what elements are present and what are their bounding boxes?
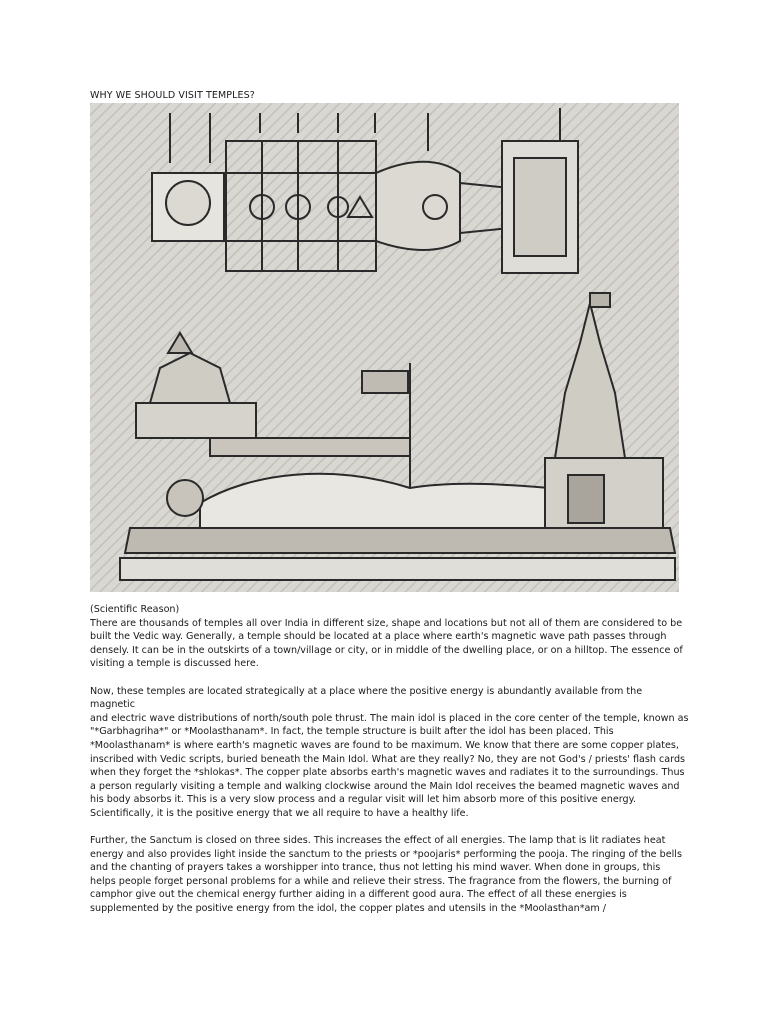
temple-diagram-svg (90, 103, 679, 592)
page-title: WHY WE SHOULD VISIT TEMPLES? (90, 90, 255, 101)
paragraph-3: Further, the Sanctum is closed on three sides. This increases the effect of all energies. The lamp that is lit radiates heat energy and also provides light inside the sanctum to the priests or *poojaris* performing the pooja. The ringing of the bells and the chanting of prayers takes a worshipper into trance, thus not letting his mind waver. When done in groups, this helps people forget personal problems for a while and relieve their stress. The fragrance from the flowers, the burning of camphor give out the chemical energy further aiding in a different good aura. The effect of all these energies is supplemented by the positive energy from the idol, the copper plates and utensils in the *Moolasthan*am / (90, 835, 682, 915)
scientific-reason-label: (Scientific Reason) (90, 604, 180, 615)
paragraph-1: There are thousands of temples all over India in different size, shape and locations but not all of them are considered to be built the Vedic way. Generally, a temple should be located at a place where earth's magnetic wave path passes through densely. It can be in the outskirts of a town/village or city, or in middle of the dwelling place, or on a hilltop. The essence of visiting a temple is discussed here. (90, 617, 683, 670)
temple-diagram-illustration (90, 103, 679, 592)
article-body (90, 603, 690, 929)
paragraph-2: Now, these temples are located strategically at a place where the positive energy is abundantly available from the magnetic and electric wave distributions of north/south pole thrust. The main idol is placed in the core center of the temple, known as "*Garbhagriha*" or *Moolasthanam*. In fact, the temple structure is built after the idol has been placed. This *Moolasthanam* is where earth's magnetic waves are found to be maximum. We know that there are some copper plates, inscribed with Vedic scripts, buried beneath the Main Idol. What are they really? No, they are not God's / priests' flash cards when they forget the *shlokas*. The copper plate absorbs earth's magnetic waves and radiates it to the surroundings. Thus a person regularly visiting a temple and walking clockwise around the Main Idol receives the beamed magnetic waves and his body absorbs it. This is a very slow process and a regular visit will let him absorb more of this positive energy. Scientifically, it is the positive energy that we all require to have a healthy life. (90, 685, 689, 819)
